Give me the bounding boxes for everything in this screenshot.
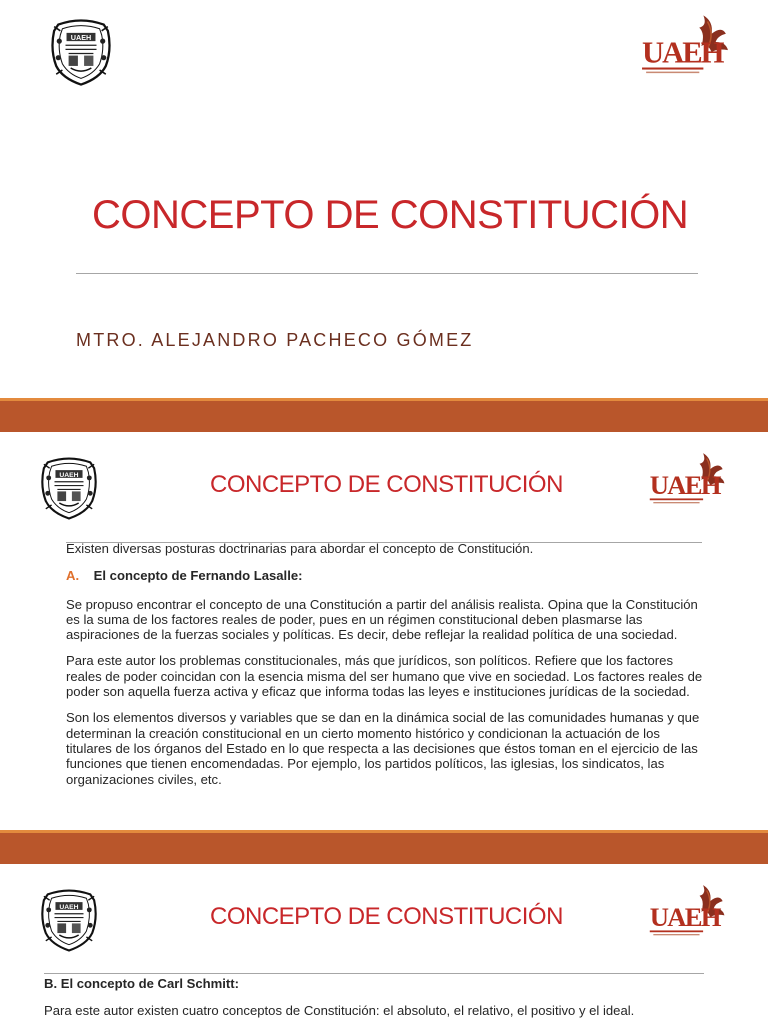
title-divider: [44, 973, 704, 974]
intro-text: Existen diversas posturas doctrinarias para abordar el concepto de Constitución.: [66, 541, 534, 556]
author-name: MTRO. ALEJANDRO PACHECO GÓMEZ: [76, 330, 474, 350]
slide-title: CONCEPTO DE CONSTITUCIÓN: [210, 903, 563, 930]
university-crest-logo: [50, 13, 112, 92]
title-slide: [0, 0, 768, 398]
section-title: B. El concepto de Carl Schmitt:: [44, 976, 239, 991]
content-slide-lasalle: [0, 432, 768, 830]
slide-title: CONCEPTO DE CONSTITUCIÓN: [210, 471, 563, 498]
paragraph: Se propuso encontrar el concepto de una Constitución a partir del análisis realista. Opina que la Constitución es la suma de los factores reales de poder, pues en un régimen constitucional deben plasmarse las aspiraciones de la fuerzas sociales y políticas. Es decir, debe reflejar la realidad política de una sociedad.: [66, 596, 698, 643]
paragraph: Para este autor los problemas constitucionales, más que jurídicos, son políticos. Refiere que los factores reales de poder coincidan con la esencia misma del ser humano que vive en sociedad. Los factores reales de poder son aquella fuerza activa y eficaz que informa todas las leyes e instituciones jurídicas de la sociedad.: [66, 653, 703, 700]
section-heading: [66, 568, 706, 583]
slide-separator-band: [0, 830, 768, 864]
slide-body: [44, 976, 724, 1019]
slide-title: CONCEPTO DE CONSTITUCIÓN: [92, 193, 689, 237]
paragraph: Para este autor existen cuatro conceptos de Constitución: el absoluto, el relativo, el positivo y el ideal.: [44, 1003, 635, 1019]
uaeh-logo: [640, 10, 732, 78]
uaeh-logo: [648, 880, 728, 940]
section-title: El concepto de Fernando Lasalle:: [93, 568, 303, 584]
section-letter: A.: [66, 568, 80, 584]
title-divider: [76, 273, 698, 274]
slide-separator-band: [0, 398, 768, 432]
content-slide-schmitt: [0, 864, 768, 1024]
paragraph: Son los elementos diversos y variables que se dan en la dinámica social de las comunidades humanas y que determinan la creación constitucional en un cierto momento histórico y condicionan la actuación de los titulares de los órganos del Estado en lo que respecta a las decisiones que éstos toman en el ejercicio de las funciones que tienen encomendadas. Por ejemplo, los partidos políticos, las iglesias, los sindicatos, las organizaciones civiles, etc.: [66, 710, 700, 787]
uaeh-logo: [648, 448, 728, 508]
slide-body: [66, 541, 706, 787]
university-crest-logo: [40, 452, 98, 525]
university-crest-logo: [40, 884, 98, 957]
